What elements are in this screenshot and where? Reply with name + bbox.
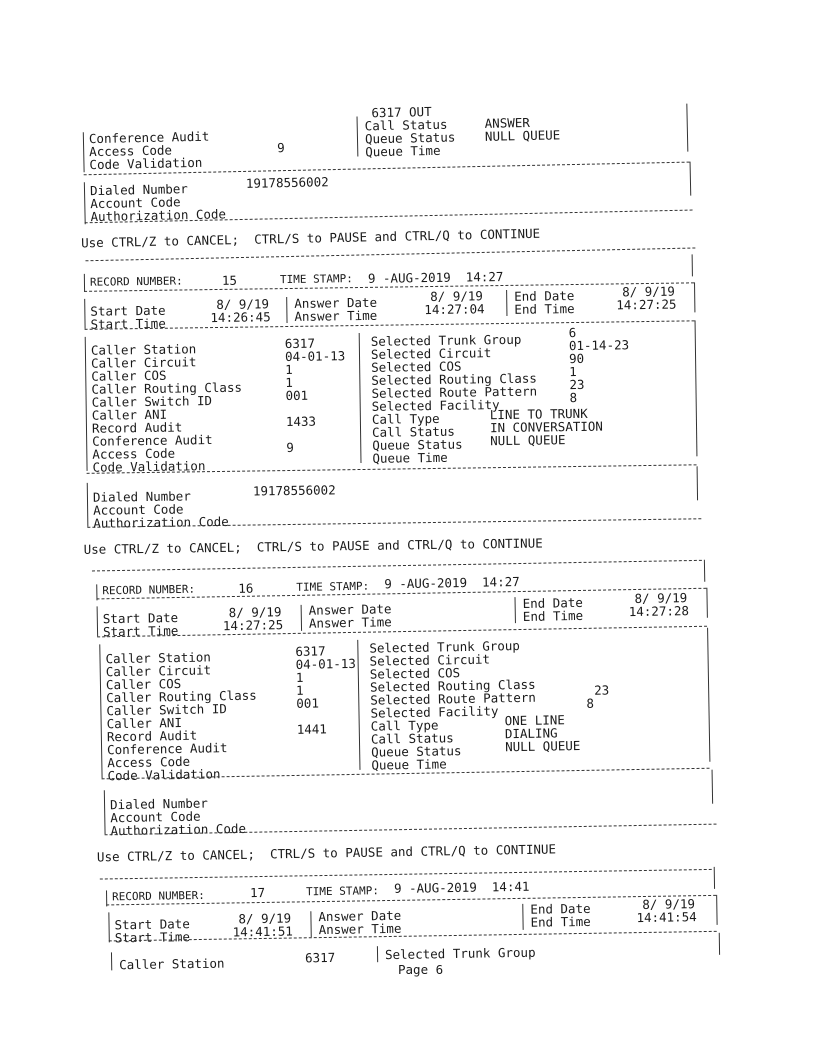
start-date-label: Start Date xyxy=(114,916,190,933)
field-value: 23 xyxy=(569,376,585,393)
field-value: 001 xyxy=(285,387,309,404)
authorization-code-label: Authorization Code xyxy=(90,206,227,225)
queue-time-label: Queue Time xyxy=(365,142,441,160)
answer-time-label: Answer Time xyxy=(308,614,392,631)
field-label: Caller Circuit xyxy=(90,354,197,371)
field-value: 8 xyxy=(569,389,578,406)
column-divider xyxy=(377,946,378,962)
divider-top xyxy=(100,869,712,880)
answer-date-label: Answer Date xyxy=(294,294,378,311)
field-value: 1 xyxy=(295,669,304,685)
record-number: 16 xyxy=(238,580,254,596)
field-value: 90 xyxy=(568,350,585,367)
record-number: 15 xyxy=(221,272,238,288)
time-stamp-label: TIME STAMP: xyxy=(279,272,353,287)
authorization-code-label: Authorization Code xyxy=(110,820,247,839)
queue-status-value: NULL QUEUE xyxy=(484,127,561,144)
field-value: 1 xyxy=(285,361,293,378)
field-value: 8 xyxy=(586,695,595,711)
caller-station-label: Caller Station xyxy=(119,955,225,973)
time-stamp-label: TIME STAMP: xyxy=(305,884,379,899)
answer-date: 8/ 9/19 xyxy=(430,288,483,305)
end-time-label: End Time xyxy=(522,607,584,624)
sep-2 xyxy=(522,904,523,930)
end-time: 14:27:28 xyxy=(628,603,690,620)
start-date: 8/ 9/19 xyxy=(216,296,270,313)
end-time: 14:27:25 xyxy=(616,296,677,313)
right-border-3 xyxy=(719,933,720,955)
start-date-label: Start Date xyxy=(102,609,179,627)
end-date-label: End Date xyxy=(530,900,591,917)
field-value: 04-01-13 xyxy=(284,348,346,365)
dialed-number-label: Dialed Number xyxy=(109,795,209,813)
field-value: LINE TO TRUNK xyxy=(489,405,588,423)
field-value: 1 xyxy=(285,374,294,391)
page-number: Page 6 xyxy=(398,962,444,977)
call-status-label: Call Status xyxy=(364,116,448,134)
field-value: 6317 xyxy=(295,643,326,659)
field-label: Selected Facility xyxy=(371,397,500,414)
field-label: Queue Time xyxy=(372,449,448,466)
field-label: Caller Routing Class xyxy=(106,687,257,706)
record-number: 17 xyxy=(249,884,266,901)
field-label: Selected Trunk Group xyxy=(369,638,520,656)
dialed-number-value: 19178556002 xyxy=(245,174,329,191)
start-time: 14:27:25 xyxy=(222,617,284,634)
sep-1 xyxy=(310,911,311,937)
field-label: Selected Routing Class xyxy=(369,676,536,695)
end-date: 8/ 9/19 xyxy=(634,590,688,607)
answer-time-label: Answer Time xyxy=(294,307,378,324)
field-value: 1 xyxy=(295,682,304,698)
dialed-number: 19178556002 xyxy=(252,482,336,499)
answer-date-label: Answer Date xyxy=(318,907,402,925)
field-label: Selected COS xyxy=(369,665,461,682)
field-label: Code Validation xyxy=(92,458,206,475)
right-border xyxy=(714,867,715,889)
field-label: Caller COS xyxy=(105,675,182,693)
field-value: 1441 xyxy=(296,721,328,737)
field-label: Queue Status xyxy=(372,436,463,453)
field-label: Call Type xyxy=(370,717,439,734)
field-value: 23 xyxy=(594,682,610,698)
account-code-label: Account Code xyxy=(90,194,181,212)
record-number-label: RECORD NUMBER: xyxy=(89,274,183,289)
end-date-label: End Date xyxy=(514,288,575,304)
account-code-label: Account Code xyxy=(110,808,201,826)
route-line: 6317 OUT xyxy=(371,103,432,121)
field-label: Conference Audit xyxy=(92,432,213,449)
end-date: 8/ 9/19 xyxy=(642,896,696,913)
left-border-3 xyxy=(111,952,112,970)
field-value: DIALING xyxy=(504,725,558,742)
start-time-label: Start Time xyxy=(90,315,166,332)
end-time-label: End Time xyxy=(514,301,575,317)
time-stamp-label: TIME STAMP: xyxy=(296,579,370,594)
caller-station: 6317 xyxy=(304,949,336,966)
field-label: Selected Route Pattern xyxy=(370,689,536,708)
end-date-label: End Date xyxy=(522,594,583,611)
start-time: 14:41:51 xyxy=(232,923,293,940)
field-label: Caller ANI xyxy=(106,714,183,732)
field-label: Caller Station xyxy=(105,649,211,667)
field-label: Caller Routing Class xyxy=(91,379,243,397)
start-time: 14:26:45 xyxy=(210,309,271,326)
time-stamp: 9 -AUG-2019 14:41 xyxy=(393,878,530,896)
time-stamp: 9 -AUG-2019 14:27 xyxy=(367,268,504,286)
start-time-label: Start Time xyxy=(114,929,191,946)
field-label: Caller COS xyxy=(91,367,167,384)
authorization-code-label: Authorization Code xyxy=(93,513,229,531)
prompt-text: Use CTRL/Z to CANCEL; CTRL/S to PAUSE and CTRL/Q to CONTINUE xyxy=(96,841,557,865)
field-value: 1433 xyxy=(285,413,317,430)
field-value: NULL QUEUE xyxy=(504,737,581,755)
field-value: 1 xyxy=(569,363,577,380)
field-label: Queue Status xyxy=(371,743,462,760)
field-value: 001 xyxy=(296,695,320,711)
answer-time: 14:27:04 xyxy=(424,301,485,318)
field-label: Caller Switch ID xyxy=(106,701,227,719)
end-time-label: End Time xyxy=(530,913,591,930)
field-label: Code Validation xyxy=(107,766,221,784)
field-label: Caller Switch ID xyxy=(91,393,213,410)
record-number-label: RECORD NUMBER: xyxy=(111,888,205,904)
field-value: ONE LINE xyxy=(504,712,565,729)
call-status-value: ANSWER xyxy=(484,114,530,131)
field-label: Selected Route Pattern xyxy=(371,383,538,401)
dialed-number-label: Dialed Number xyxy=(92,488,191,505)
end-date: 8/ 9/19 xyxy=(622,283,675,300)
field-label: Record Audit xyxy=(106,727,198,745)
field-label: Conference Audit xyxy=(106,740,228,758)
selected-trunk-group-label: Selected Trunk Group xyxy=(384,944,536,963)
start-date: 8/ 9/19 xyxy=(228,604,282,621)
queue-status-label: Queue Status xyxy=(364,129,456,147)
field-value: 9 xyxy=(286,439,294,456)
field-label: Queue Time xyxy=(371,756,447,773)
field-label: Call Status xyxy=(371,423,455,440)
field-label: Selected Routing Class xyxy=(371,370,538,388)
field-value: 6 xyxy=(568,324,577,341)
field-value: 04-01-13 xyxy=(295,655,356,672)
field-label: Selected COS xyxy=(371,358,462,375)
field-label: Record Audit xyxy=(91,419,183,436)
start-time-label: Start Time xyxy=(102,622,179,640)
field-label: Selected Circuit xyxy=(369,651,491,669)
field-label: Call Type xyxy=(371,410,440,427)
field-label: Selected Circuit xyxy=(370,345,492,362)
field-label: Caller ANI xyxy=(91,406,168,423)
answer-date-label: Answer Date xyxy=(308,601,392,618)
account-code-label: Account Code xyxy=(93,501,184,518)
field-label: Call Status xyxy=(370,730,454,747)
prompt-text: Use CTRL/Z to CANCEL; CTRL/S to PAUSE and CTRL/Q to CONTINUE xyxy=(83,535,543,557)
right-border-2 xyxy=(716,895,717,925)
start-date: 8/ 9/19 xyxy=(238,910,292,927)
field-label: Access Code xyxy=(107,753,191,771)
start-date-label: Start Date xyxy=(90,302,166,319)
dialed-number-label: Dialed Number xyxy=(89,181,188,199)
code-validation-label: Code Validation xyxy=(89,154,203,173)
field-value: NULL QUEUE xyxy=(490,432,566,449)
access-code-value: 9 xyxy=(276,140,285,156)
field-value: IN CONVERSATION xyxy=(489,418,604,436)
record-number-label: RECORD NUMBER: xyxy=(102,582,196,598)
answer-time-label: Answer Time xyxy=(318,920,402,938)
field-label: Caller Circuit xyxy=(105,662,212,680)
field-value: 01-14-23 xyxy=(568,337,630,354)
field-value: 6317 xyxy=(284,335,316,352)
time-stamp: 9 -AUG-2019 14:27 xyxy=(384,574,520,592)
field-label: Access Code xyxy=(92,445,176,462)
access-code-label: Access Code xyxy=(89,142,173,160)
prompt-text: Use CTRL/Z to CANCEL; CTRL/S to PAUSE and CTRL/Q to CONTINUE xyxy=(80,225,541,251)
end-time: 14:41:54 xyxy=(636,909,697,926)
conference-audit-label: Conference Audit xyxy=(88,128,210,147)
left-border-2 xyxy=(108,912,109,942)
field-label: Selected Trunk Group xyxy=(370,331,522,349)
field-label: Selected Facility xyxy=(370,703,499,721)
field-label: Caller Station xyxy=(90,341,197,358)
